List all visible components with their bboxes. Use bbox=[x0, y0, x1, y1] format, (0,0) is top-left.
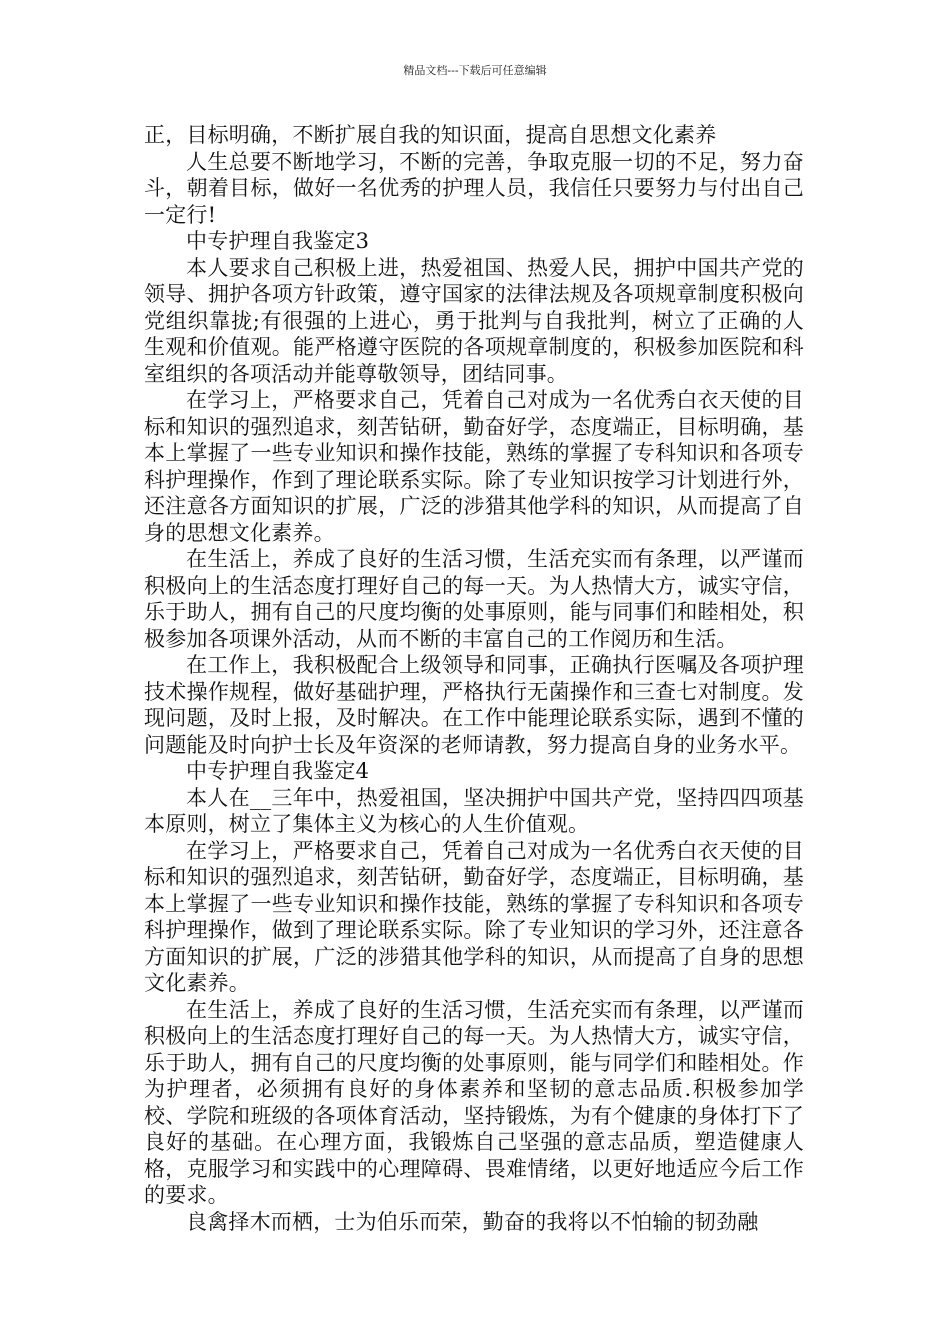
paragraph: 良禽择木而栖，士为伯乐而荣，勤奋的我将以不怕输的韧劲融 bbox=[186, 1209, 759, 1234]
paragraph: 本人要求自己积极上进，热爱祖国、热爱人民，拥护中国共产党的领导、拥护各项方针政策，遵守国家的法律法规及各项规章制度积极向党组织靠拢;有很强的上进心，勇于批判与自我批判，树立了正确的人生观和价值观。能严格遵守医院的各项规章制度的，积极参加医院和科室组织的各项活动并能尊敬领导，团结同事。 bbox=[144, 255, 804, 386]
paragraph: 在生活上，养成了良好的生活习惯，生活充实而有条理，以严谨而积极向上的生活态度打理好自己的每一天。为人热情大方，诚实守信，乐于助人，拥有自己的尺度均衡的处事原则，能与同事们和睦相处，积极参加各项课外活动，从而不断的丰富自己的工作阅历和生活。 bbox=[144, 547, 804, 651]
section-heading: 中专护理自我鉴定3 bbox=[186, 229, 370, 253]
page-header: 精品文档---下载后可任意编辑 bbox=[403, 64, 547, 77]
paragraph-continuation: 正，目标明确，不断扩展自我的知识面，提高自思想文化素养 bbox=[144, 123, 717, 147]
paragraph: 在生活上，养成了良好的生活习惯，生活充实而有条理，以严谨而积极向上的生活态度打理好自己的每一天。为人热情大方，诚实守信，乐于助人，拥有自己的尺度均衡的处事原则，能与同学们和睦相处。作为护理者，必须拥有良好的身体素养和坚韧的意志品质.积极参加学校、学院和班级的各项体育活动，坚持锻炼，为有个健康的身体打下了良好的基础。在心理方面，我锻炼自己坚强的意志品质，塑造健康人格，克服学习和实践中的心理障碍、畏难情绪，以更好地适应今后工作的要求。 bbox=[144, 997, 804, 1207]
section-heading: 中专护理自我鉴定4 bbox=[186, 759, 370, 783]
paragraph: 在学习上，严格要求自己，凭着自己对成为一名优秀白衣天使的目标和知识的强烈追求，刻苦钻研，勤奋好学，态度端正，目标明确，基本上掌握了一些专业知识和操作技能，熟练的掌握了专科知识和各项专科护理操作，作到了理论联系实际。除了专业知识按学习计划进行外，还注意各方面知识的扩展，广泛的涉猎其他学科的知识，从而提高了自身的思想文化素养。 bbox=[144, 388, 804, 545]
document-body bbox=[144, 122, 804, 1235]
paragraph: 本人在__三年中，热爱祖国，坚决拥护中国共产党，坚持四四项基本原则，树立了集体主义为核心的人生价值观。 bbox=[144, 785, 804, 836]
paragraph: 人生总要不断地学习，不断的完善，争取克服一切的不足，努力奋斗，朝着目标，做好一名优秀的护理人员，我信任只要努力与付出自己一定行! bbox=[144, 149, 804, 227]
paragraph: 在学习上，严格要求自己，凭着自己对成为一名优秀白衣天使的目标和知识的强烈追求，刻苦钻研，勤奋好学，态度端正，目标明确，基本上掌握了一些专业知识和操作技能，熟练的掌握了专科知识和各项专科护理操作，做到了理论联系实际。除了专业知识的学习外，还注意各方面知识的扩展，广泛的涉猎其他学科的知识，从而提高了自身的思想文化素养。 bbox=[144, 838, 804, 995]
paragraph: 在工作上，我积极配合上级领导和同事，正确执行医嘱及各项护理技术操作规程，做好基础护理，严格执行无菌操作和三查七对制度。发现问题，及时上报，及时解决。在工作中能理论联系实际，遇到不懂的问题能及时向护士长及年资深的老师请教，努力提高自身的业务水平。 bbox=[144, 653, 804, 757]
